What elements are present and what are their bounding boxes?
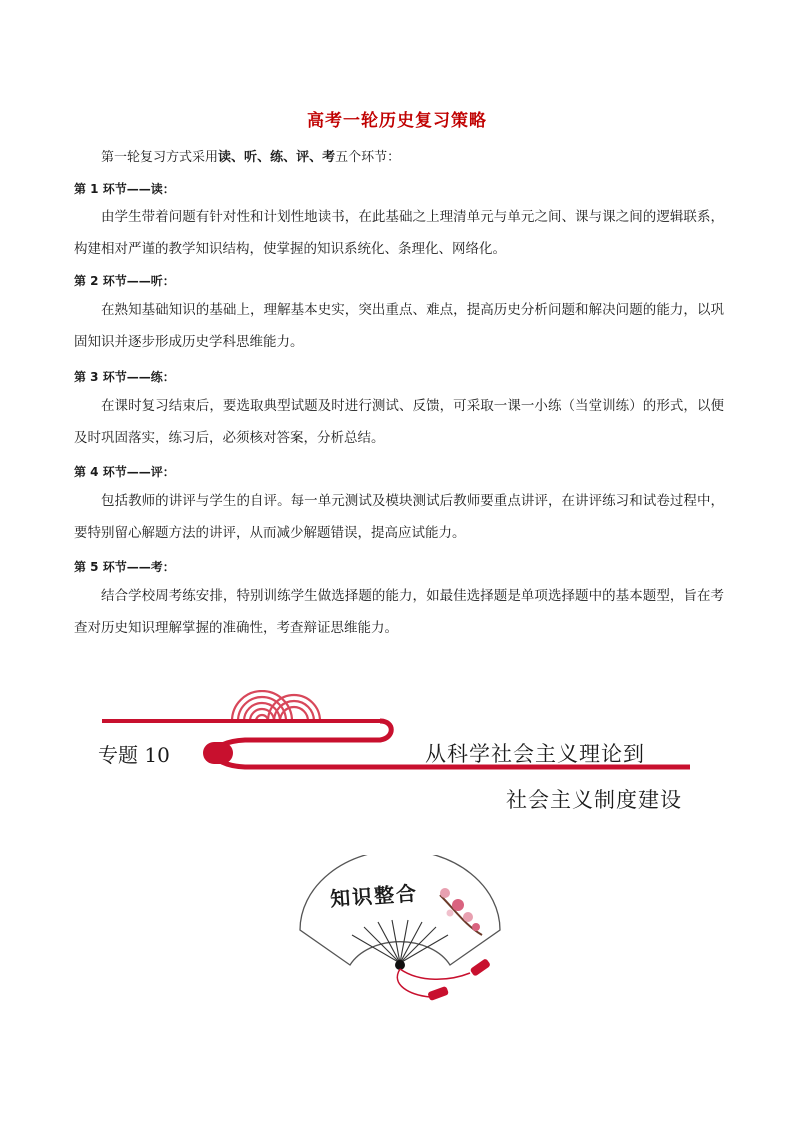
intro-item: 、 (231, 150, 245, 165)
concentric-arcs-icon (232, 691, 320, 721)
intro-item: 听 (244, 150, 258, 165)
step-text-3: 在课时复习结束后，要选取典型试题及时进行测试、反馈，可采取一课一小练（当堂训练）的形式，以便及时巩固落实，练习后，必须核对答案，分析总结。 (74, 398, 724, 446)
intro-item: 、 (283, 150, 297, 165)
step-text-2: 在熟知基础知识的基础上，理解基本史实，突出重点、难点，提高历史分析问题和解决问题的能力，以巩固知识并逐步形成历史学科思维能力。 (74, 302, 724, 350)
intro-suffix: 五个环节： (335, 150, 401, 165)
intro-item: 考 (322, 150, 336, 165)
intro-item: 评 (296, 150, 310, 165)
tassel-icon (427, 986, 449, 1001)
step-heading-3: 第 3 环节——练： (74, 370, 175, 384)
intro-item: 、 (257, 150, 271, 165)
intro-item: 读 (218, 150, 232, 165)
banner-top-line (102, 719, 380, 723)
step-heading-2: 第 2 环节——听： (74, 274, 175, 288)
document-title: 高考一轮历史复习策略 (307, 111, 487, 131)
intro-item: 、 (309, 150, 323, 165)
step-text-5: 结合学校周考练安排，特别训练学生做选择题的能力，如最佳选择题是单项选择题中的基本题型，旨在考查对历史知识理解掌握的准确性，考查辩证思维能力。 (74, 588, 724, 636)
step-heading-1: 第 1 环节——读： (74, 182, 175, 196)
fan-label: 知识整合 (329, 880, 419, 912)
step-text-1: 由学生带着问题有针对性和计划性地读书，在此基础之上理清单元与单元之间、课与课之间的逻辑联系，构建相对严谨的教学知识结构，使掌握的知识系统化、条理化、网络化。 (74, 209, 724, 257)
intro-prefix: 第一轮复习方式采用 (101, 150, 219, 165)
topic-number: 专题 10 (98, 743, 170, 767)
step-heading-4: 第 4 环节——评： (74, 465, 175, 479)
intro-item: 练 (270, 150, 284, 165)
intro-line (101, 146, 400, 165)
topic-title-line1: 从科学社会主义理论到 (425, 742, 645, 766)
banner-swirl-end (203, 742, 233, 764)
tassel-icon (470, 958, 492, 977)
topic-title-line2: 社会主义制度建设 (506, 788, 682, 812)
step-text-4: 包括教师的讲评与学生的自评。每一单元测试及模块测试后教师要重点讲评，在讲评练习和试卷过程中，要特别留心解题方法的讲评，从而减少解题错误，提高应试能力。 (74, 493, 724, 541)
step-heading-5: 第 5 环节——考： (74, 560, 175, 574)
